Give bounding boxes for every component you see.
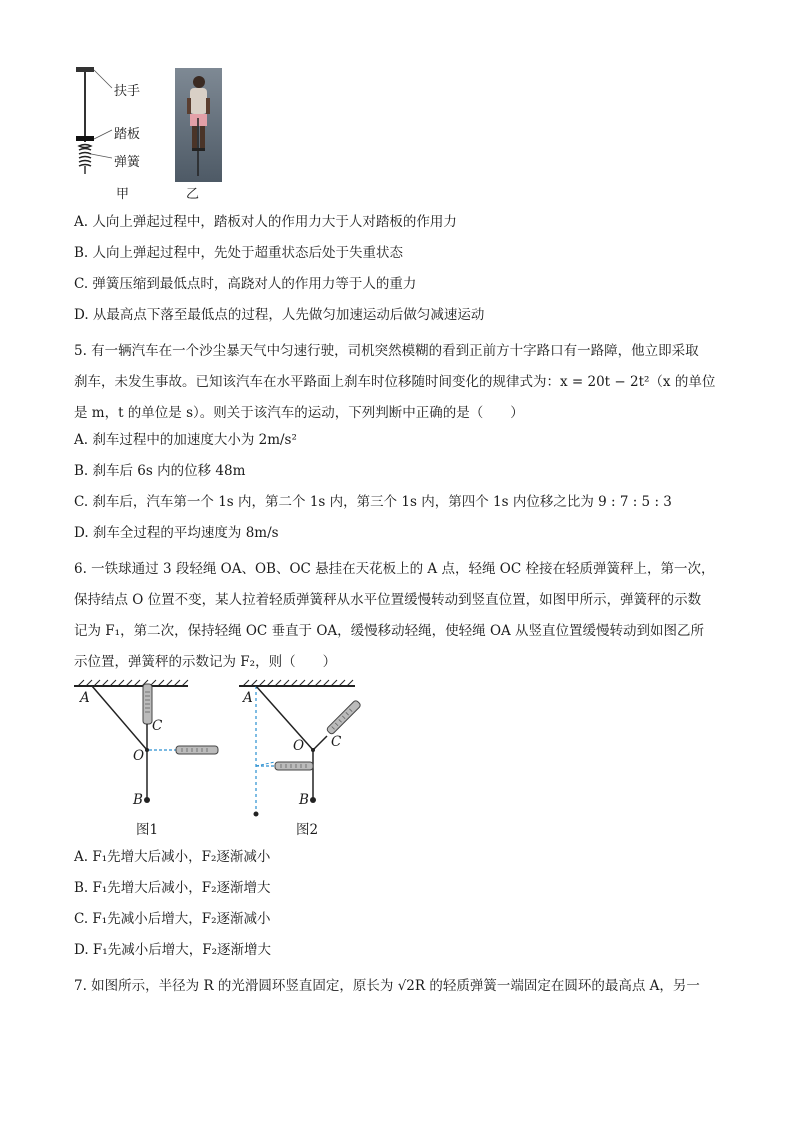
q4-option-c: C. 弹簧压缩到最低点时，高跷对人的作用力等于人的重力 xyxy=(74,276,417,292)
label-jia: 甲 xyxy=(116,187,130,202)
q6-option-c: C. F₁先减小后增大，F₂逐渐减小 xyxy=(74,911,271,927)
figure-yi-photo xyxy=(175,68,222,182)
fig1-caption: 图1 xyxy=(136,822,159,838)
q5-option-c: C. 刹车后，汽车第一个 1s 内，第二个 1s 内，第三个 1s 内，第四个 1s 内位移之比为 9 : 7 : 5 : 3 xyxy=(74,494,672,510)
q5-option-a: A. 刹车过程中的加速度大小为 2m/s² xyxy=(74,432,297,448)
q4-option-a: A. 人向上弹起过程中，踏板对人的作用力大于人对踏板的作用力 xyxy=(74,214,457,230)
q5-option-b: B. 刹车后 6s 内的位移 48m xyxy=(74,463,246,479)
figure-1 xyxy=(70,678,230,838)
q6-stem xyxy=(74,554,724,678)
figure-2 xyxy=(235,678,385,838)
q6-stem-line: 示位置，弹簧秤的示数记为 F₂，则（ ） xyxy=(74,654,337,670)
q5-stem xyxy=(74,336,724,429)
q4-option-b: B. 人向上弹起过程中，先处于超重状态后处于失重状态 xyxy=(74,245,404,261)
label-spring: 弹簧 xyxy=(114,155,141,170)
q4-option-d: D. 从最高点下落至最低点的过程，人先做匀加速运动后做匀减速运动 xyxy=(74,307,485,323)
fig2-label-c: C xyxy=(331,734,342,750)
q6-stem-line: 6. 一铁球通过 3 段轻绳 OA、OB、OC 悬挂在天花板上的 A 点，轻绳 OC 栓接在轻质弹簧秤上，第一次， xyxy=(74,561,715,577)
label-pedal: 踏板 xyxy=(114,127,141,142)
q5-option-d: D. 刹车全过程的平均速度为 8m/s xyxy=(74,525,279,541)
q5-stem-line: 刹车，未发生事故。已知该汽车在水平路面上刹车时位移随时间变化的规律式为：x = 20t − 2t²（x 的单位 xyxy=(74,374,716,390)
fig1-label-b: B xyxy=(133,792,143,808)
q6-option-a: A. F₁先增大后减小，F₂逐渐减小 xyxy=(74,849,271,865)
q6-option-d: D. F₁先减小后增大，F₂逐渐增大 xyxy=(74,942,271,958)
fig2-caption: 图2 xyxy=(296,822,319,838)
label-handle: 扶手 xyxy=(114,84,141,99)
fig1-label-o: O xyxy=(133,748,145,764)
fig2-label-a: A xyxy=(243,690,253,706)
figure-2-diagram xyxy=(235,678,385,838)
q6-stem-line: 记为 F₁，第二次，保持轻绳 OC 垂直于 OA，缓慢移动轻绳，使轻绳 OA 从竖直位置缓慢转动到如图乙所 xyxy=(74,623,705,639)
fig1-label-a: A xyxy=(80,690,90,706)
fig2-label-b: B xyxy=(299,792,309,808)
q7-stem: 7. 如图所示，半径为 R 的光滑圆环竖直固定，原长为 √2R 的轻质弹簧一端固定在圆环的最高点 A，另一 xyxy=(74,978,700,994)
fig2-label-o: O xyxy=(293,738,305,754)
fig1-label-c: C xyxy=(152,718,163,734)
q6-option-b: B. F₁先增大后减小，F₂逐渐增大 xyxy=(74,880,271,896)
person-on-pogo-icon xyxy=(175,68,222,182)
q6-stem-line: 保持结点 O 位置不变，某人拉着轻质弹簧秤从水平位置缓慢转动到竖直位置，如图甲所示，弹簧秤的示数 xyxy=(74,592,702,608)
label-yi: 乙 xyxy=(186,187,200,202)
figure-1-diagram xyxy=(70,678,230,838)
q5-stem-line: 是 m，t 的单位是 s）。则关于该汽车的运动，下列判断中正确的是（ ） xyxy=(74,405,524,421)
q5-stem-line: 5. 有一辆汽车在一个沙尘暴天气中匀速行驶，司机突然模糊的看到正前方十字路口有一路障，他立即采取 xyxy=(74,343,699,359)
